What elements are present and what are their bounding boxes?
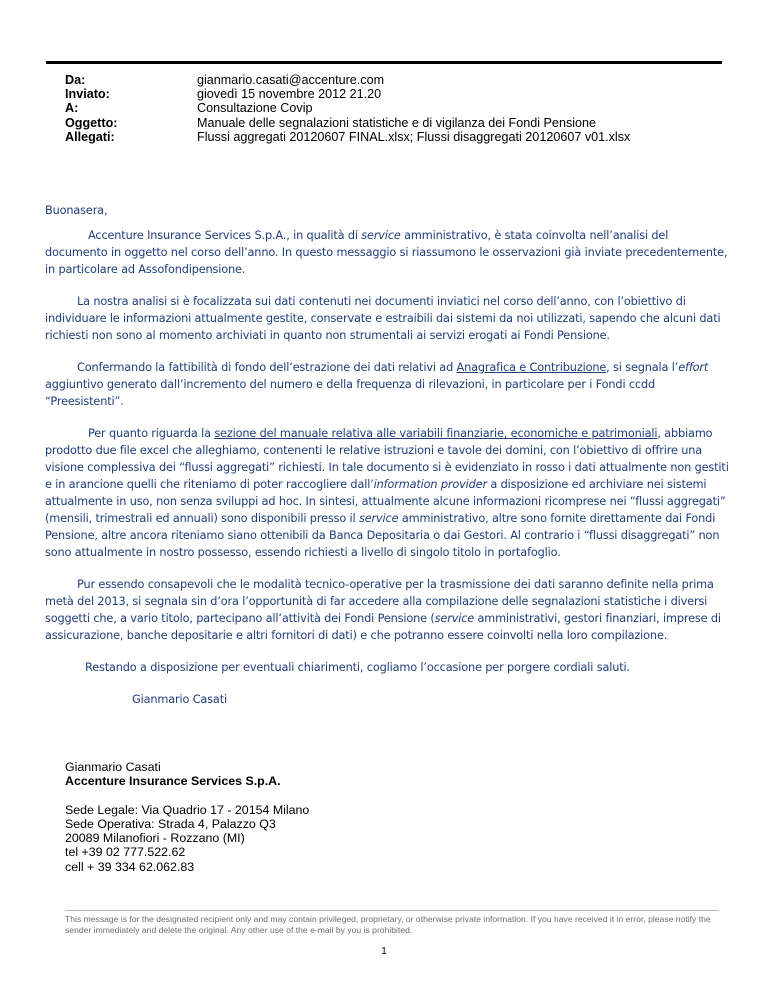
to-label: A: [65, 101, 79, 116]
paragraph-5 [45, 576, 729, 644]
paragraph-1 [45, 227, 729, 278]
p1-text-c: amministrativo, è stata coinvolta nell’analisi del documento in oggetto nel corso dell’anno. In questo messaggio si riassumono le osservazioni già inviate precedentemente, in particolare ad Assofondipensione. [45, 229, 728, 276]
signature-block [65, 760, 725, 874]
p1-text-a: Accenture Insurance Services S.p.A., in qualità di [88, 229, 362, 242]
paragraph-2: La nostra analisi si è focalizzata sui dati contenuti nei documenti inviatici nel corso dell’anno, con l’obiettivo di individuare le informazioni attualmente gestite, conservate e estraibili dai sistemi da noi utilizzati, sapendo che alcuni dati richiesti non sono al momento archiviati in quanto non strumentali ai servizi erogati ai Fondi Pensione. [45, 295, 721, 342]
signature-tel: tel +39 02 777.522.62 [65, 845, 186, 860]
p5-italic-service: service [434, 612, 475, 625]
p4-italic-information-provider: information provider [373, 478, 487, 491]
attachments-label: Allegati: [65, 129, 115, 144]
header-row-from [65, 73, 725, 87]
signature-company: Accenture Insurance Services S.p.A. [65, 774, 281, 789]
header-row-to [65, 101, 725, 115]
sent-label: Inviato: [65, 87, 110, 102]
body-signature-name: Gianmario Casati [132, 693, 227, 706]
from-label: Da: [65, 73, 86, 87]
from-value: gianmario.casati@accenture.com [197, 73, 385, 87]
subject-label: Oggetto: [65, 115, 118, 130]
signature-name: Gianmario Casati [65, 760, 161, 774]
subject-value: Manuale delle segnalazioni statistiche e di vigilanza dei Fondi Pensione [197, 115, 597, 130]
p4-underlined-sezione: sezione del manuale relativa alle variabili finanziarie, economiche e patrimoniali [214, 427, 658, 440]
paragraph-4 [45, 425, 729, 561]
p4-text-e: a disposizione ed archiviare nei sistemi attualmente in uso, non senza sviluppi ad hoc. In sintesi, attualmente alcune informazioni ricomprese nei “flussi aggregati” (mensili, trimestrali ed annuali) sono disponibili presso il [45, 478, 726, 525]
p5-text-c: amministrativi, gestori finanziari, imprese di assicurazione, banche depositarie e altri fornitori di dati) e che potranno essere coinvolti nella loro compilazione. [45, 612, 721, 642]
page-number: 1 [381, 946, 387, 957]
p3-underlined-anagrafica: Anagrafica e Contribuzione [456, 361, 607, 374]
p4-text-g: amministrativo, altre sono fornite direttamente dai Fondi Pensione, altre ancora riteniamo siano ottenibili da Banca Depositaria o dai Gestori. Al contrario i “flussi disaggregati” non sono attualmente in nostro possesso, essendo richiesti a livello di singolo titolo in portafoglio. [45, 512, 720, 559]
p4-text-a: Per quanto riguarda la [88, 427, 215, 440]
email-header [65, 73, 725, 144]
p3-text-c: , si segnala l’ [606, 361, 679, 374]
p3-text-a: Confermando la fattibilità di fondo dell’estrazione dei dati relativi ad [77, 361, 457, 374]
p1-italic-service: service [361, 229, 401, 242]
signature-city: 20089 Milanofiori - Rozzano (MI) [65, 831, 245, 846]
disclaimer-rule [65, 910, 719, 911]
p3-text-e: aggiuntivo generato dall’incremento del numero e della frequenza di rilevazioni, in particolare per i Fondi ccdd “Preesistenti”. [45, 378, 656, 408]
signature-operative-address: Sede Operativa: Strada 4, Palazzo Q3 [65, 816, 276, 831]
p5-text-a: Pur essendo consapevoli che le modalità tecnico-operative per la trasmissione dei dati saranno definite nella prima metà del 2013, si segnala sin d’ora l’opportunità di far accedere alla compilazione delle segnalazioni statistiche i diversi soggetti che, a vario titolo, partecipano all’attività dei Fondi Pensione ( [45, 578, 714, 625]
paragraph-3 [45, 359, 729, 410]
attachments-value: Flussi aggregati 20120607 FINAL.xlsx; Flussi disaggregati 20120607 v01.xlsx [197, 129, 631, 144]
greeting: Buonasera, [45, 204, 108, 217]
header-row-subject [65, 116, 725, 130]
header-row-attachments [65, 130, 725, 144]
header-top-rule [46, 61, 722, 64]
header-row-sent [65, 87, 725, 101]
p3-italic-effort: effort [678, 361, 709, 374]
disclaimer-text: This message is for the designated recipient only and may contain privileged, proprietary, or otherwise private information. If you have received it in error, please notify the sender immediately and delete the original. Any other use of the e-mail by you is prohibited. [65, 914, 711, 935]
closing-line: Restando a disposizione per eventuali chiarimenti, cogliamo l’occasione per porgere cordiali saluti. [85, 661, 630, 674]
p4-italic-service: service [358, 512, 399, 525]
to-value: Consultazione Covip [197, 101, 313, 116]
signature-spacer [65, 789, 725, 803]
signature-legal-address: Sede Legale: Via Quadrio 17 - 20154 Milano [65, 802, 310, 817]
email-body [45, 202, 729, 708]
signature-cell: cell + 39 334 62.062.83 [65, 859, 195, 874]
p4-text-c: , abbiamo prodotto due file excel che alleghiamo, contenenti le relative istruzioni e tavole dei domini, con l’obiettivo di offrire una visione complessiva dei “flussi aggregati” richiesti. In tale documento si è evidenziato in rosso i dati attualmente non gestiti e in arancione quelli che riteniamo di poter raccogliere dall’ [45, 427, 729, 491]
sent-value: giovedì 15 novembre 2012 21.20 [197, 87, 382, 102]
